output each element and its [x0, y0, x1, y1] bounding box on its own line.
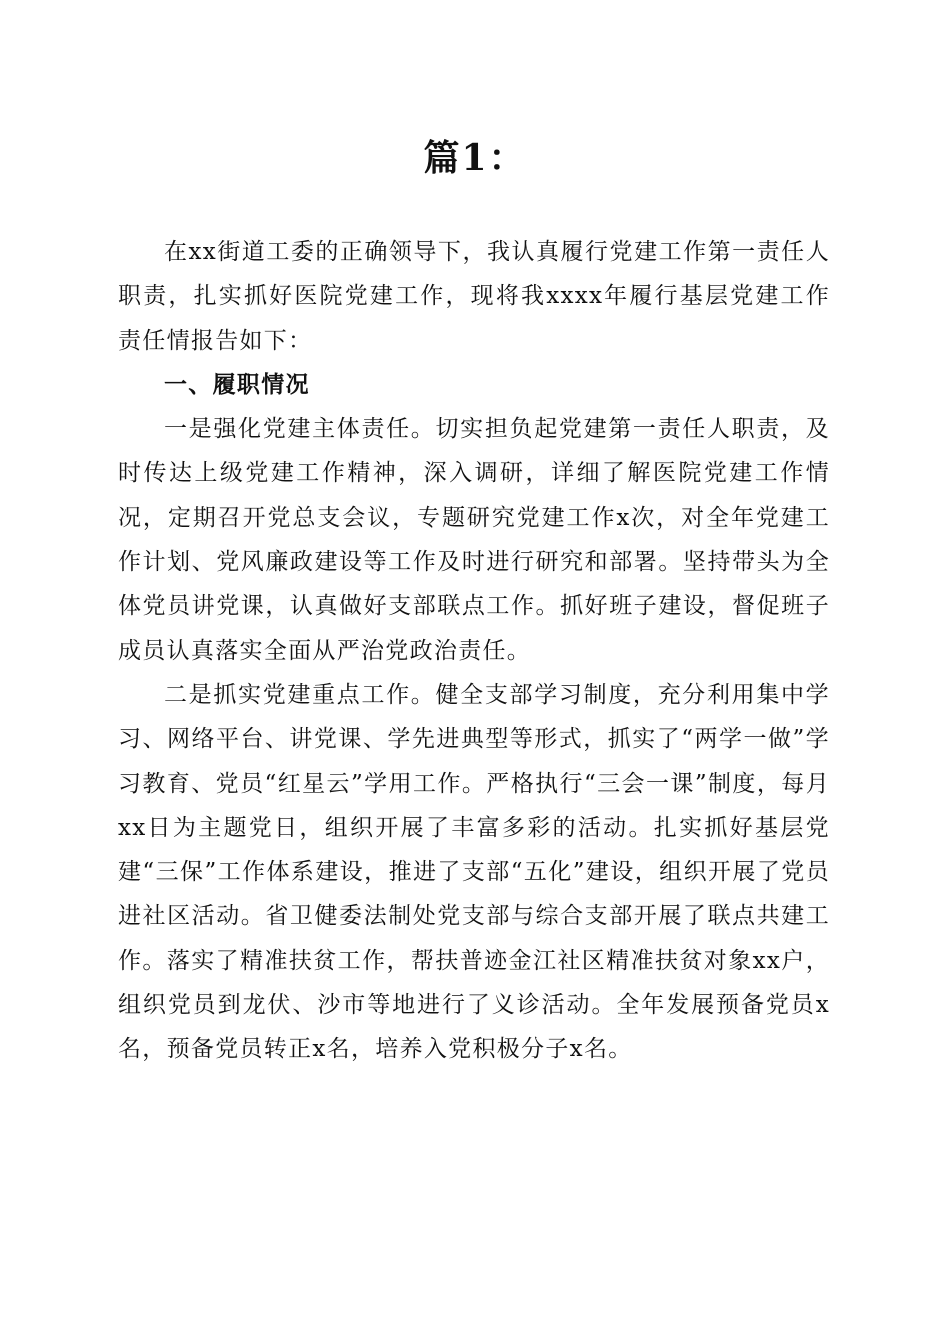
paragraph-1-body: 切实担负起党建第一责任人职责，及时传达上级党建工作精神，深入调研，详细了解医院党建工作情况，定期召开党总支会议，专题研究党建工作x次，对全年党建工作计划、党风廉政建设等工作及时进行研究和部署。坚持带头为全体党员讲党课，认真做好支部联点工作。抓好班子建设，督促班子成员认真落实全面从严治党政治责任。 — [118, 416, 830, 664]
section-heading: 一、履职情况 — [164, 371, 310, 398]
paragraph-2 — [118, 673, 830, 1072]
paragraph-2-body: 健全支部学习制度，充分利用集中学习、网络平台、讲党课、学先进典型等形式，抓实了“两学一做”学习教育、党员“红星云”学用工作。严格执行“三会一课”制度，每月xx日为主题党日，组织开展了丰富多彩的活动。扎实抓好基层党建“三保”工作体系建设，推进了支部“五化”建设，组织开展了党员进社区活动。省卫健委法制处党支部与综合支部开展了联点共建工作。落实了精准扶贫工作，帮扶普迹金江社区精准扶贫对象xx户，组织党员到龙伏、沙市等地进行了义诊活动。全年发展预备党员x名，预备党员转正x名，培养入党积极分子x名。 — [118, 681, 830, 1063]
paragraph-1 — [118, 407, 830, 673]
paragraph-2-lead: 二是抓实党建重点工作。 — [164, 681, 436, 708]
paragraph-1-lead: 一是强化党建主体责任。 — [164, 416, 436, 443]
document-title: 篇1： — [423, 137, 527, 179]
document-body — [118, 230, 830, 1072]
intro-paragraph: 在xx街道工委的正确领导下，我认真履行党建工作第一责任人职责，扎实抓好医院党建工作，现将我xxxx年履行基层党建工作责任情报告如下： — [118, 239, 830, 354]
